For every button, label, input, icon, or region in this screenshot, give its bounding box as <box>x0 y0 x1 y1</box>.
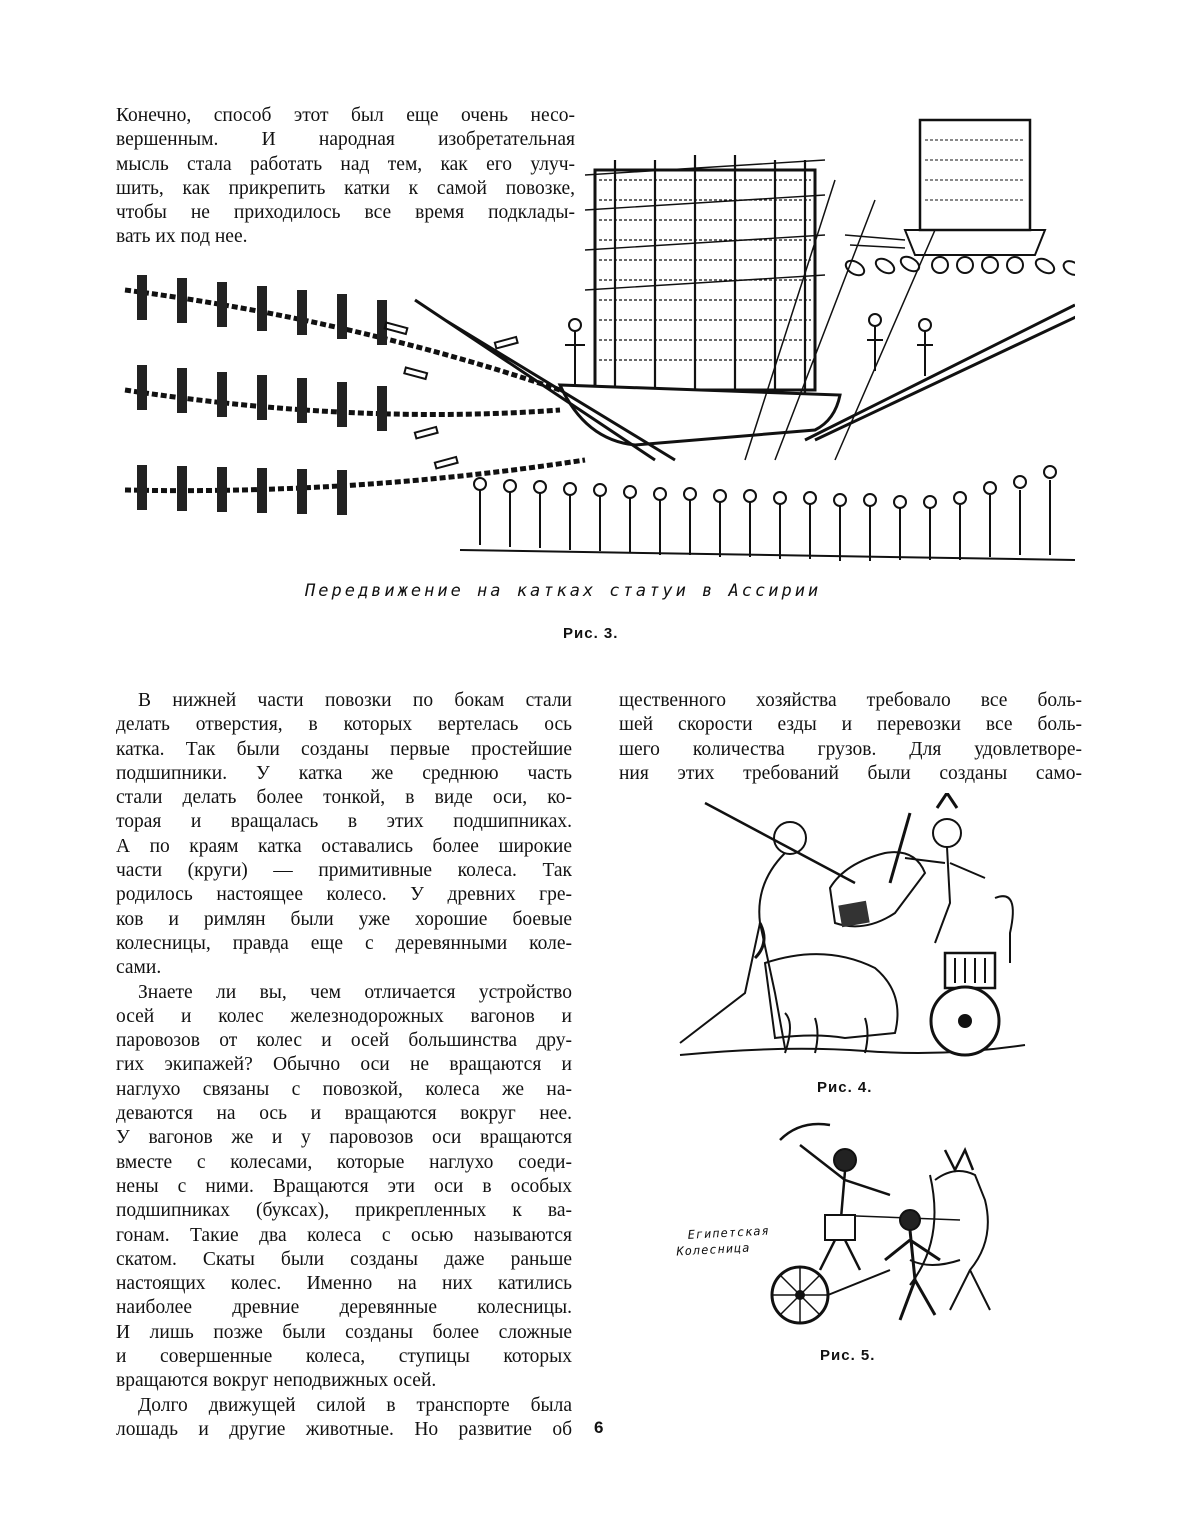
workers-row-bottom <box>474 466 1056 561</box>
text-line: делать отверстия, в которых вертелась ось <box>116 714 572 736</box>
text-line: нены с ними. Вращаются эти оси в особых <box>116 1175 572 1197</box>
page-number: 6 <box>594 1418 604 1437</box>
text-line: и совершенные колеса, ступицы которых <box>116 1346 572 1368</box>
text-line: И лишь позже были созданы более сложные <box>116 1321 572 1343</box>
figure-4-label: Рис. 4. <box>817 1079 873 1096</box>
text-line: родилось настоящее колесо. У древних гре- <box>116 884 572 906</box>
text-line: настоящих колес. Именно на них катились <box>116 1273 572 1295</box>
text-line: сами. <box>116 957 162 979</box>
text-line: стали делать более тонкой, в виде оси, ко- <box>116 787 572 809</box>
text-line: Конечно, способ этот был еще очень несо- <box>116 105 575 126</box>
text-line: подшипниках (буксах), прикрепленных к ва- <box>116 1200 572 1222</box>
text-line: вать их под нее. <box>116 226 248 248</box>
text-line: ния этих требований были созданы само- <box>619 762 1082 784</box>
text-line: мысль стала работать над тем, как его улуч- <box>116 153 575 175</box>
text-line: торая и вращалась в этих подшипниках. <box>116 811 572 833</box>
text-line: катка. Так были созданы первые простейшие <box>116 738 572 760</box>
text-line: вращаются вокруг неподвижных осей. <box>116 1370 437 1392</box>
ground-line <box>460 550 1075 560</box>
text-line: вместе с колесами, которые наглухо соеди- <box>116 1151 572 1173</box>
text-line: лошадь и другие животные. Но развитие об <box>116 1418 572 1440</box>
text-line: щественного хозяйства требовало все боль- <box>619 690 1082 711</box>
text-line: скатом. Скаты были созданы даже раньше <box>116 1248 572 1270</box>
egyptian-chariot-illustration <box>760 1120 1020 1335</box>
text-line: А по краям катка оставались более широкие <box>116 835 572 857</box>
text-line: части (круги) — примитивные колеса. Так <box>116 860 572 882</box>
statue-block <box>585 155 825 400</box>
inset-sledge-diagram <box>843 120 1075 278</box>
assyrian-statue-illustration <box>115 100 1075 570</box>
text-line: чтобы не приходилось все время подклады- <box>116 202 575 224</box>
text-line: колесницы, правда еще с деревянными коле- <box>116 932 572 954</box>
right-column <box>619 689 1082 786</box>
text-line: гих экипажей? Обычно оси не вращаются и <box>116 1054 572 1076</box>
figure-5-label: Рис. 5. <box>820 1347 876 1364</box>
left-column <box>116 689 572 1442</box>
text-line: шить, как прикрепить катки к самой повозке, <box>116 177 575 199</box>
text-line: деваются на ось и вращаются вокруг нее. <box>116 1103 572 1125</box>
inscription-line: Египетская <box>687 1223 771 1242</box>
text-line: шей скорости езды и перевозки все боль- <box>619 714 1082 736</box>
text-line: Долго движущей силой в транспорте была <box>138 1394 572 1416</box>
egyptian-chariot-inscription <box>675 1223 771 1260</box>
inscription-line: Колесница <box>676 1240 751 1259</box>
text-line: ков и римлян были уже хорошие боевые <box>116 908 572 930</box>
text-line: наиболее древние деревянные колесницы. <box>116 1297 572 1319</box>
text-line: шего количества грузов. Для удовлетворе- <box>619 738 1082 760</box>
figure-3-label: Рис. 3. <box>563 625 619 642</box>
text-line: паровозов от колес и осей большинства дру- <box>116 1030 572 1052</box>
text-line: У вагонов же и у паровозов оси вращаются <box>116 1127 572 1149</box>
text-line: В нижней части повозки по бокам стали <box>138 690 572 711</box>
text-line: гонам. Такие два колеса с осью называются <box>116 1224 572 1246</box>
text-line: вершенным. И народная изобретательная <box>116 129 575 151</box>
text-line: осей и колес железнодорожных вагонов и <box>116 1005 572 1027</box>
haulers-row-1 <box>137 275 387 345</box>
text-line: наглухо связаны с повозкой, колеса же на- <box>116 1078 572 1100</box>
figure-3-caption: Передвижение на катках статуи в Ассирии <box>305 581 822 601</box>
chariot-battle-illustration <box>665 793 1030 1063</box>
text-line: Знаете ли вы, чем отличается устройство <box>138 981 572 1003</box>
text-line: подшипники. У катка же среднюю часть <box>116 762 572 784</box>
